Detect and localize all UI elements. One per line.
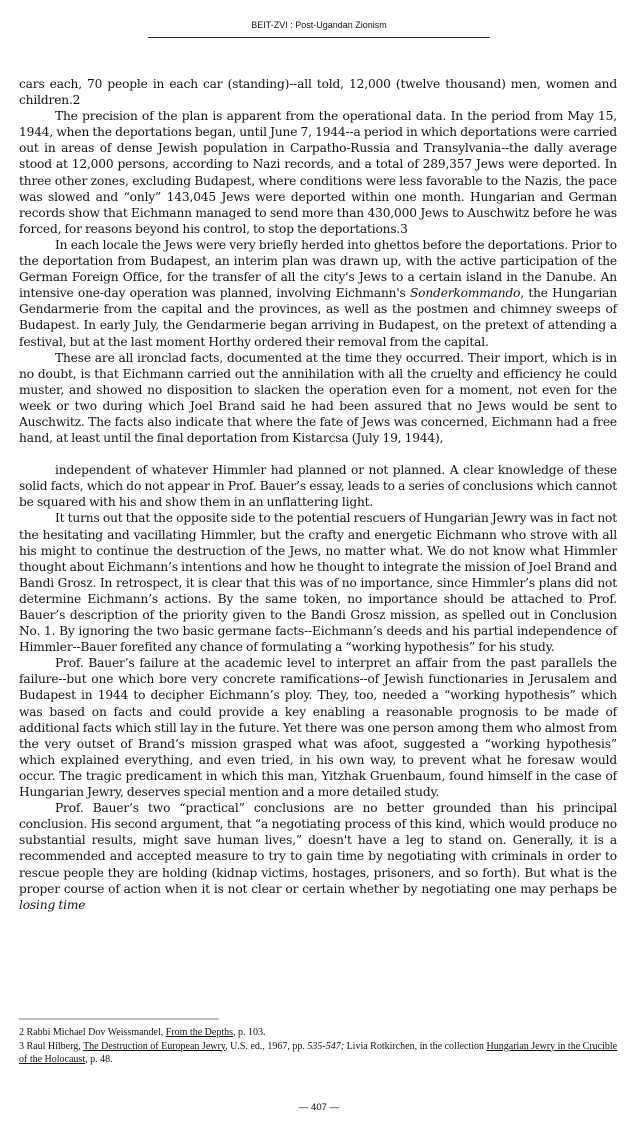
footnote-3-title: The Destruction of European Jewry xyxy=(83,1040,226,1052)
footnotes xyxy=(19,1026,619,1067)
paragraph-4: These are all ironclad facts, documented at the time they occurred. Their import, which is in no doubt, is that Eichmann carried out the annihilation with all the cruelty and efficiency he could muster, and showed no disposition to slacken the operation even for a moment, not even for the week or two during which Joel Brand said he had been assured that no Jews would be sent to Auschwitz. The facts also indicate that where the fate of Jews was concerned, Eichmann had a free hand, at least until the final deportation from Kistarcsa (July 19, 1944), xyxy=(19,350,617,446)
footnote-3-pages: 535-547; xyxy=(307,1040,345,1052)
paragraph-3 xyxy=(19,237,617,350)
footnote-3-title2: Hungarian Jewry in the Crucible of the Holocaust xyxy=(19,1040,618,1065)
page-number: — 407 — xyxy=(298,1102,340,1113)
footnote-2-rest: , p. 103. xyxy=(232,1027,266,1038)
paragraph-3-text-before: In each locale the Jews were very briefly herded into ghettos before the deportations. Prior to the deportation from Budapest, an interim plan was drawn up, with the active participation of the German Foreign Office, for the transfer of all the city's Jews to a certain island in the Danube. An intensive one-day operation was planned, involving Eichmann's xyxy=(19,237,617,301)
paragraph-5: independent of whatever Himmler had planned or not planned. A clear knowledge of these solid facts, which do not appear in Prof. Bauer’s essay, leads to a series of conclusions which cannot be squared with his and show them in an unflattering light. xyxy=(19,463,617,510)
paragraph-8 xyxy=(19,800,617,913)
footnote-2-title: From the Depths xyxy=(165,1027,233,1038)
paragraph-3-italic: Sonderkommando xyxy=(409,286,521,301)
paragraph-6: It turns out that the opposite side to the potential rescuers of Hungarian Jewry was in fact not the hesitating and vacillating Himmler, but the crafty and energetic Eichmann who strove with all his might to continue the destruction of the Jews, no matter what. We do not know what Himmler thought about Eichmann’s intentions and how he thought to integrate the mission of Joel Brand and Bandi Grosz. In retrospect, it is clear that this was of no importance, since Himmler’s plans did not determine Eichmann’s actions. By the same token, no importance should be attached to Prof. Bauer’s description of the priority given to the Bandi Grosz mission, as spelled out in Conclusion No. 1. By ignoring the two basic germane facts--Eichmann’s deeds and his partial independence of Himmler--Bauer forefited any chance of formulating a “working hypothesis” for his study. xyxy=(19,511,617,655)
paragraph-8-text-before: Prof. Bauer’s two “practical” conclusions are no better grounded than his principal conclusion. His second argument, that “a negotiating process of this kind, which would produce no substantial results, might save human lives,” doesn't have a leg to stand on. Generally, it is a recommended and accepted measure to try to gain time by negotiating with criminals in order to rescue people they are holding (kidnap victims, hostages, prisoners, and so forth). But what is the proper course of action when it is not clear or certain whether by negotiating one may perhaps be xyxy=(19,801,617,896)
paragraph-1: cars each, 70 people in each car (standing)--all told, 12,000 (twelve thousand) men, women and children.2 xyxy=(19,77,617,108)
body-text xyxy=(19,76,617,913)
footnote-3-author: Raul Hilberg, xyxy=(26,1040,84,1052)
footnote-3-number: 3 xyxy=(19,1040,24,1052)
paragraph-2: The precision of the plan is apparent from the operational data. In the period from May 15, 1944, when the deportations began, until June 7, 1944--a period in which deportations were carried out in areas of dense Jewish population in Carpatho-Russia and Transylvania--the dally average stood at 12,000 persons, according to Nazi records, and a total of 289,357 Jews were deported. In three other zones, excluding Budapest, where conditions were less favorable to the Nazis, the pace was slowed and “only” 143,045 Jews were deported within one month. Hungarian and German records show that Eichmann managed to send more than 430,000 Jews to Auschwitz before he was forced, for reasons beyond his control, to stop the deportations.3 xyxy=(19,109,617,236)
footnote-2-number: 2 xyxy=(19,1027,24,1038)
footnote-3 xyxy=(19,1040,619,1067)
footnote-2 xyxy=(19,1026,619,1040)
paragraph-7: Prof. Bauer’s failure at the academic level to interpret an affair from the past parallels the failure--but one which bore very concrete ramifications--of Jewish functionaries in Jerusalem and Budapest in 1944 to decipher Eichmann’s ploy. They, too, needed a “working hypothesis” which was based on facts and could provide a key enabling a reasonable prognosis to be made of additional facts which still lay in the future. Yet there was one person among them who almost from the very outset of Brand’s mission grasped what was afoot, suggested a “working hypothesis” which explained everything, and even tried, in his own way, to prevent what he foresaw would occur. The tragic predicament in which this man, Yitzhak Gruenbaum, found himself in the case of Hungarian Jewry, deserves special mention and a more detailed study. xyxy=(19,656,617,800)
footnote-3-mid2: Livia Rotkirchen, in the collection xyxy=(344,1040,487,1052)
paragraph-3-text-after: , the Hungarian Gendarmerie from the capital and the provinces, as well as the postmen and chimney sweeps of Budapest. In early July, the Gendarmerie began arriving in Budapest, on the pretext of attending a festival, but at the last moment Horthy ordered their removal from the capital. xyxy=(19,286,617,349)
footnote-rule xyxy=(19,1018,219,1020)
running-header: BEIT-ZVI : Post-Ugandan Zionism xyxy=(251,20,387,30)
header-rule xyxy=(148,37,490,38)
footnote-2-author: Rabbi Michael Dov Weissmandel, xyxy=(26,1027,166,1038)
footnote-3-rest: , p. 48. xyxy=(85,1054,113,1065)
footnote-3-mid: , U.S. ed., 1967, pp. xyxy=(225,1040,308,1052)
paragraph-8-italic: losing time xyxy=(19,897,86,912)
